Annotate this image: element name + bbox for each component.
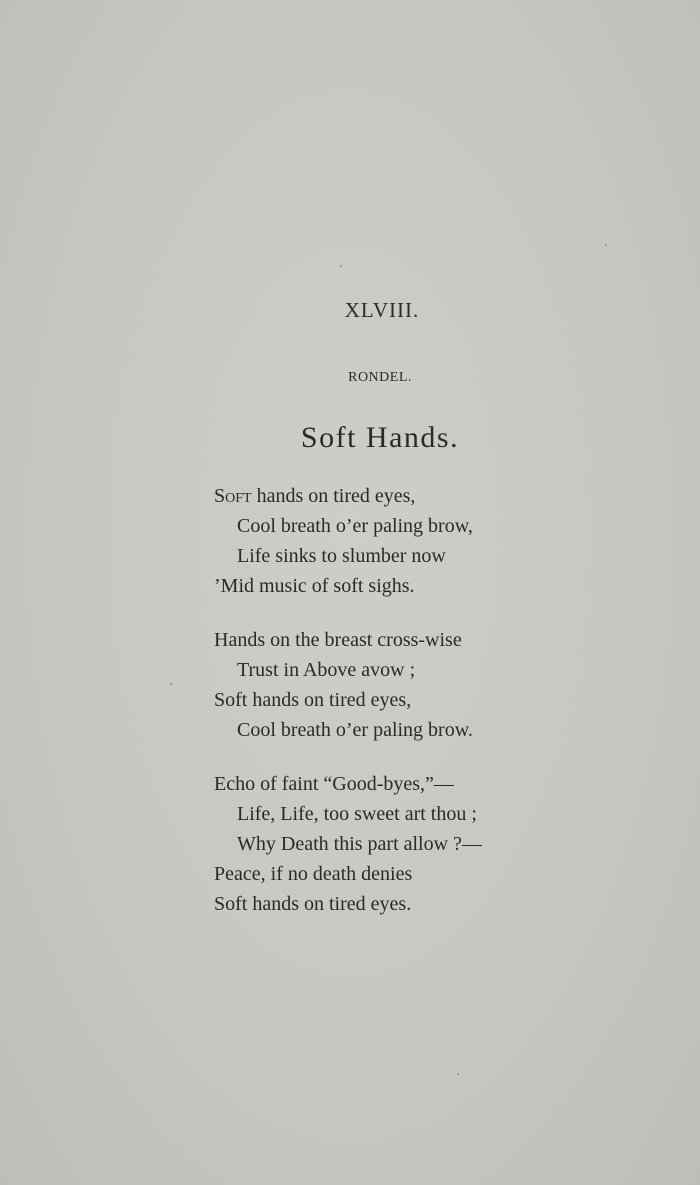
stanza-1 [214, 481, 634, 601]
poem-line: Cool breath o’er paling brow, [237, 515, 473, 537]
paper-speck [340, 265, 342, 267]
poem-line: Soft hands on tired eyes. [214, 893, 412, 915]
poem-title: Soft Hands. [300, 421, 460, 454]
poem-line: Echo of faint “Good-byes,”— [214, 773, 454, 795]
poem-line [214, 481, 634, 511]
poem-line: Why Death this part allow ?— [237, 833, 482, 855]
stanza-3 [214, 769, 634, 919]
poem-line: Hands on the breast cross-wise [214, 629, 462, 651]
poem-line: Soft hands on tired eyes, [214, 689, 412, 711]
stanza-2 [214, 625, 634, 745]
poem-line: Life sinks to slumber now [237, 545, 446, 567]
paper-speck [170, 683, 172, 685]
poem-form-label: RONDEL. [348, 370, 412, 385]
line-rest: hands on tired eyes, [251, 485, 416, 507]
paper-speck [605, 244, 607, 246]
poem-body [214, 481, 634, 943]
poem-line: Cool breath o’er paling brow. [237, 719, 473, 741]
poem-number: XLVIII. [344, 298, 420, 322]
paper-speck [457, 1073, 459, 1075]
poem-line: Life, Life, too sweet art thou ; [237, 803, 477, 825]
poem-line: ’Mid music of soft sighs. [214, 575, 415, 597]
drop-word: Soft [214, 485, 252, 507]
poem-line: Trust in Above avow ; [237, 659, 416, 681]
poem-line: Peace, if no death denies [214, 863, 413, 885]
